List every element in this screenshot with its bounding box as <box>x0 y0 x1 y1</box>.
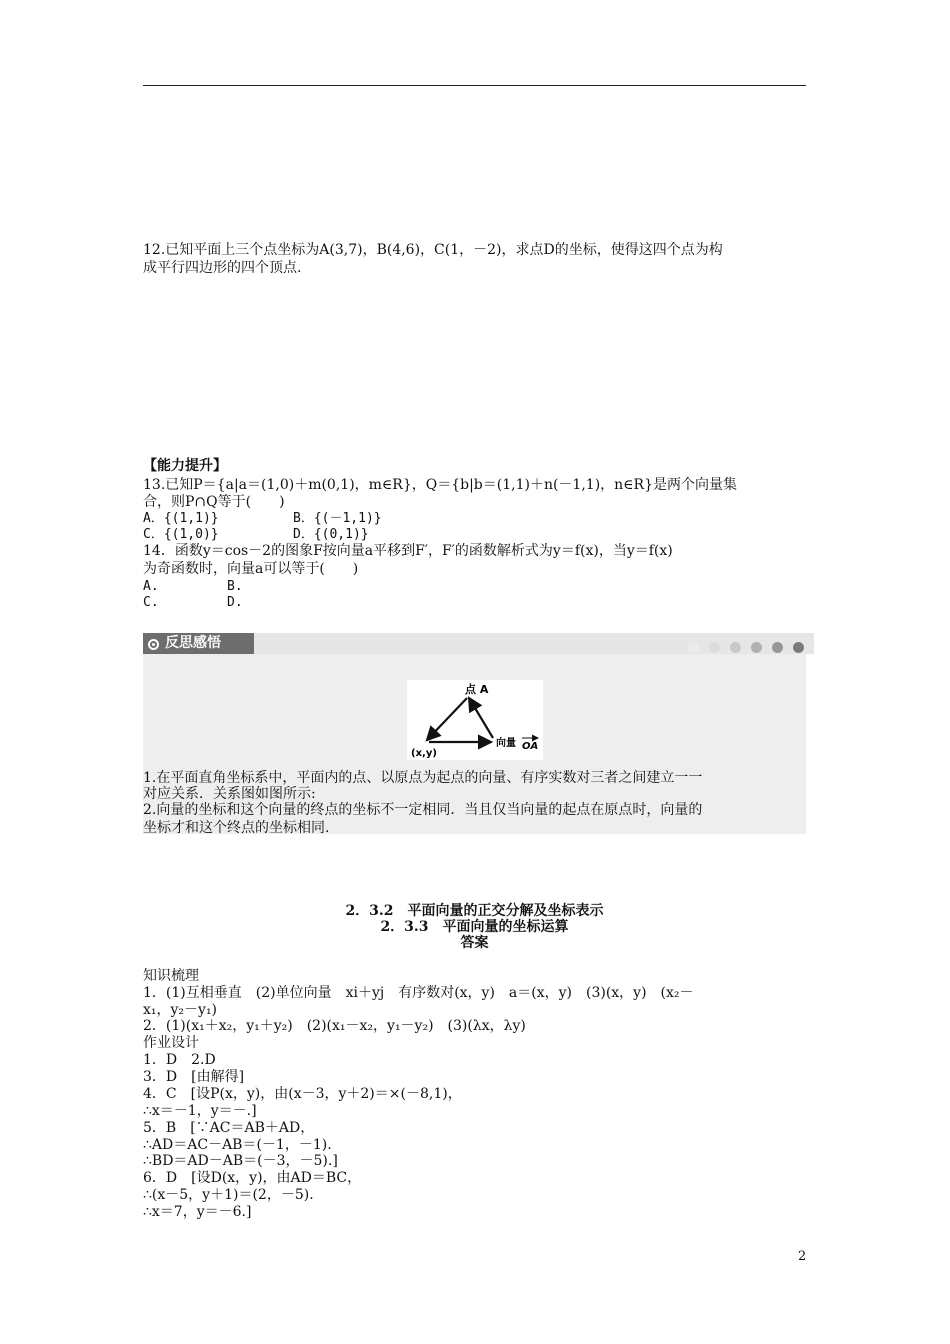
q13-option-b: B．{(－1,1)} <box>293 511 382 526</box>
dot-icon <box>688 642 699 653</box>
reflect-title: 反思感悟 <box>165 635 221 651</box>
q12-line2: 成平行四边形的四个顶点. <box>143 260 302 276</box>
reflect-section-label <box>143 633 254 654</box>
relation-diagram <box>407 680 543 760</box>
point-a-label: 点 A <box>465 683 489 696</box>
target-icon <box>148 639 159 650</box>
q14-line1: 14．函数y＝cos－2的图象F按向量a平移到F′，F′的函数解析式为y＝f(x)，当y＝f(x) <box>143 543 673 559</box>
answer-line: ∴BD＝AD－AB＝(－3，－5).] <box>143 1153 338 1169</box>
reflect-section-bar <box>143 633 814 654</box>
vector-name: OA <box>522 741 539 752</box>
answer-line: 知识梳理 <box>143 968 199 984</box>
dot-icon <box>730 642 741 653</box>
answer-line: 2．(1)(x₁＋x₂，y₁＋y₂) (2)(x₁－x₂，y₁－y₂) (3)(λx，λy) <box>143 1018 526 1034</box>
arrow-point-to-coord <box>427 698 467 740</box>
q13-line1: 13.已知P＝{a|a＝(1,0)＋m(0,1)，m∈R}，Q＝{b|b＝(1,1)＋n(－1,1)，n∈R}是两个向量集 <box>143 477 737 493</box>
dot-icon <box>709 642 720 653</box>
dot-icon <box>793 642 804 653</box>
q14-option-b: B. <box>227 579 243 594</box>
coord-label: (x,y) <box>411 748 437 759</box>
q14-option-c: C. <box>143 595 159 610</box>
reflect-p1-line1: 1.在平面直角坐标系中，平面内的点、以原点为起点的向量、有序实数对三者之间建立一一 <box>143 770 703 786</box>
q13-line2: 合，则P∩Q等于( ) <box>143 494 285 510</box>
answer-line: 3．D [由解得] <box>143 1069 245 1085</box>
answer-line: ∴AD＝AC－AB＝(－1，－1). <box>143 1137 332 1153</box>
reflect-p2-line2: 坐标才和这个终点的坐标相同. <box>143 820 330 836</box>
answer-line: 1．D 2.D <box>143 1052 216 1068</box>
q14-option-d: D. <box>227 595 243 610</box>
vector-label: 向量 <box>496 738 516 749</box>
q14-option-a: A. <box>143 579 159 594</box>
answer-line: ∴x＝7，y＝－6.] <box>143 1204 252 1220</box>
answer-title-2: 2．3.3 平面向量的坐标运算 <box>380 919 569 935</box>
arrow-vector-to-point <box>469 698 493 738</box>
q13-option-d: D．{(0,1)} <box>293 527 369 542</box>
header-rule <box>143 85 806 86</box>
dot-icon <box>772 642 783 653</box>
answer-line: 5．B [∵AC＝AB＋AD， <box>143 1120 315 1136</box>
answer-line: 4．C [设P(x，y)，由(x－3，y＋2)＝×(－8,1)， <box>143 1086 462 1102</box>
relation-triangle <box>407 680 543 760</box>
reflect-p1-line2: 对应关系．关系图如图所示: <box>143 786 316 802</box>
answer-line: 作业设计 <box>143 1035 199 1051</box>
answer-title-3: 答案 <box>460 935 489 951</box>
q13-option-a: A．{(1,1)} <box>143 511 219 526</box>
dot-icon <box>751 642 762 653</box>
answer-line: ∴x＝－1，y＝－.] <box>143 1103 257 1119</box>
answer-line: ∴(x－5，y＋1)＝(2，－5). <box>143 1187 314 1203</box>
q12-line1: 12.已知平面上三个点坐标为A(3,7)，B(4,6)，C(1，－2)，求点D的坐标，使得这四个点为构 <box>143 242 723 258</box>
reflect-p2-line1: 2.向量的坐标和这个向量的终点的坐标不一定相同．当且仅当向量的起点在原点时，向量的 <box>143 802 703 818</box>
answer-line: 6．D [设D(x，y)，由AD＝BC， <box>143 1170 362 1186</box>
ability-heading: 【能力提升】 <box>143 458 227 474</box>
answer-line: x₁，y₂－y₁) <box>143 1002 218 1018</box>
page-number: 2 <box>798 1249 807 1264</box>
q14-line2: 为奇函数时，向量a可以等于( ) <box>143 561 359 577</box>
answer-title-1: 2．3.2 平面向量的正交分解及坐标表示 <box>345 903 604 919</box>
q13-option-c: C．{(1,0)} <box>143 527 219 542</box>
answer-line: 1．(1)互相垂直 (2)单位向量 xi＋yj 有序数对(x，y) a＝(x，y) (3)(x，y) (x₂－ <box>143 985 694 1001</box>
